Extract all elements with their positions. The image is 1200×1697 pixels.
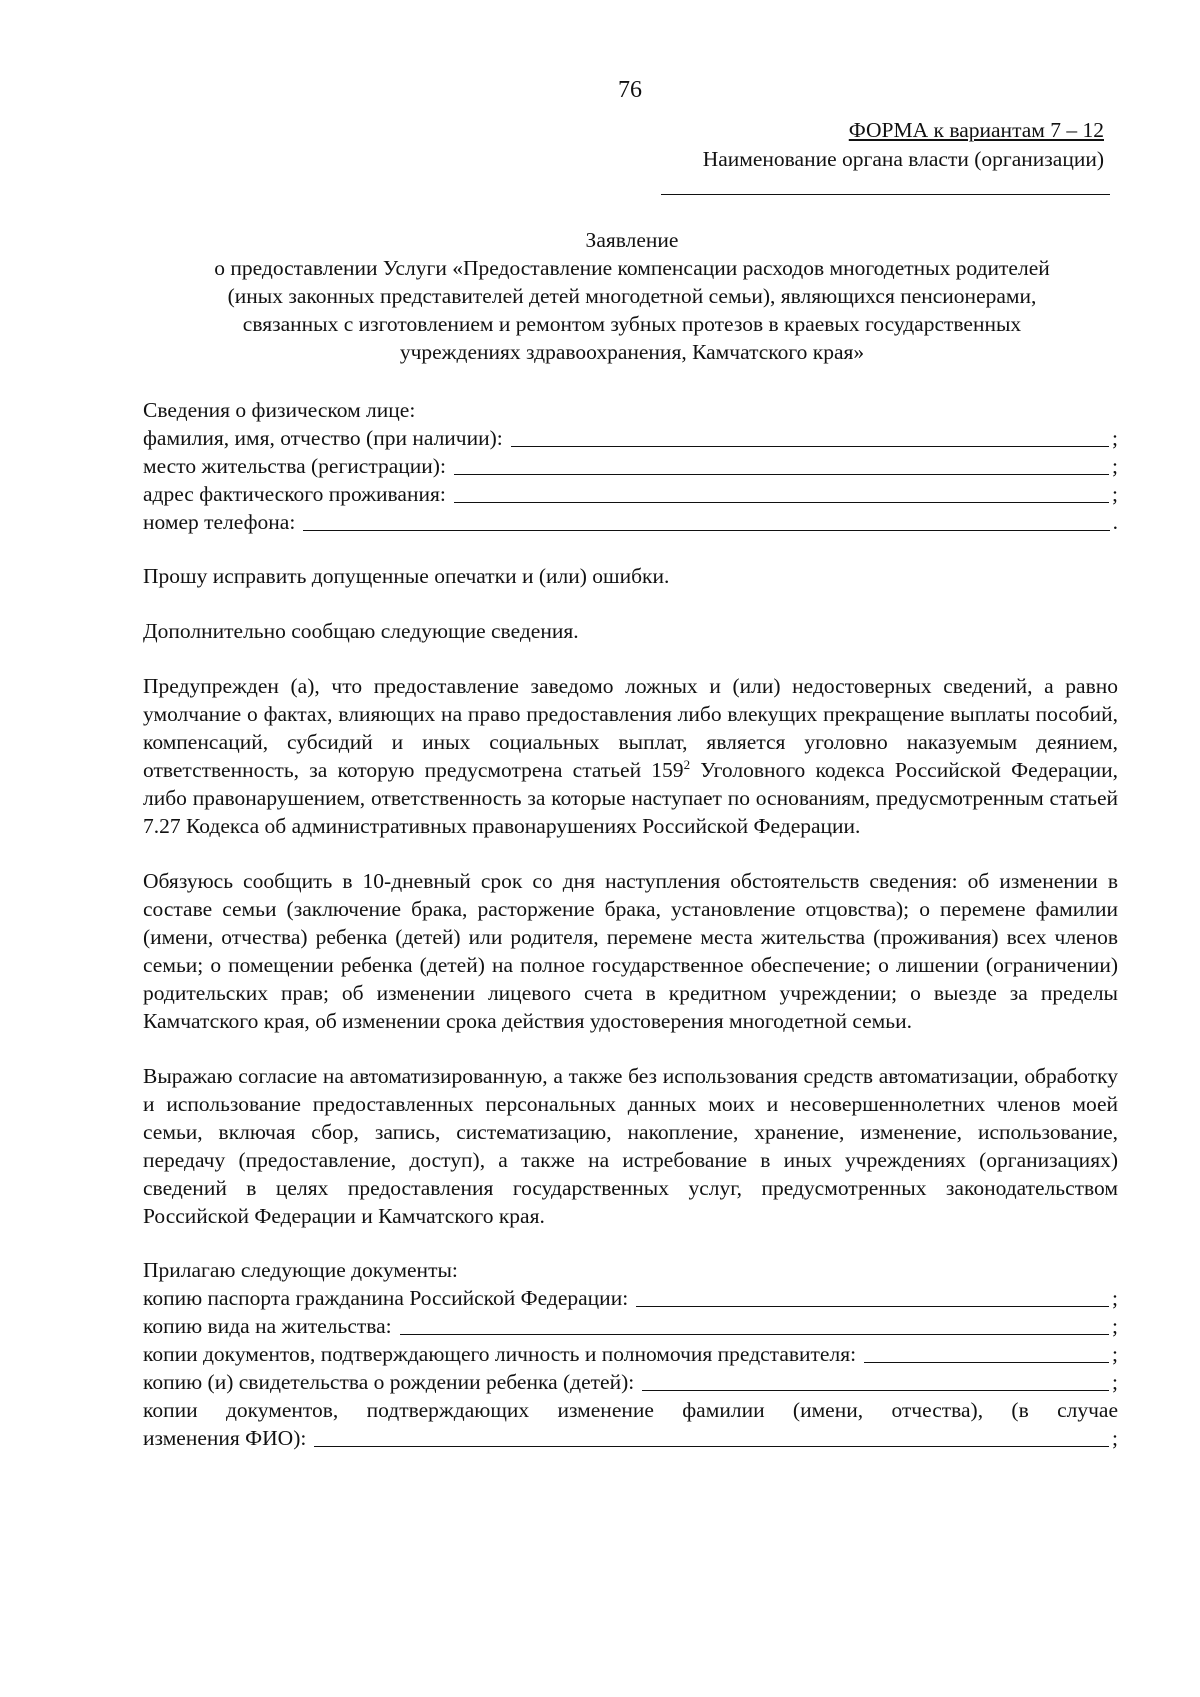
residence-blank[interactable]	[400, 1334, 1109, 1335]
title-line: (иных законных представителей детей многодетной семьи), являющихся пенсионерами,	[227, 284, 1037, 308]
title-heading: Заявление	[585, 228, 679, 252]
request-text: Прошу исправить допущенные опечатки и (или) ошибки.	[143, 564, 670, 588]
field-end: .	[1112, 510, 1118, 534]
field-end: ;	[1112, 1370, 1118, 1394]
document-title	[143, 226, 1121, 366]
field-end: ;	[1112, 454, 1118, 478]
registration-blank[interactable]	[454, 474, 1109, 475]
warning-paragraph	[143, 672, 1118, 840]
attachment-fio-change-text: копии документов, подтверждающих изменение фамилии (имени, отчества), (в случае	[143, 1398, 1118, 1422]
consent-paragraph: Выражаю согласие на автоматизированную, а также без использования средств автоматизации, обработку и использование предоставленных персональных данных моих и несовершеннолетних членов моей семьи, включая сбор, запись, систематизацию, накопление, хранение, изменение, использование, передачу (предоставление, доступ), а также на истребование в иных учреждениях (организациях) сведений в целях предоставления государственных услуг, предусмотренных законодательством Российской Федерации и Камчатского края.	[143, 1064, 1118, 1228]
field-end: ;	[1112, 1286, 1118, 1310]
field-label: копию (и) свидетельства о рождении ребенка (детей):	[143, 1370, 635, 1394]
field-label: изменения ФИО):	[143, 1426, 307, 1450]
title-line: учреждениях здравоохранения, Камчатского края»	[399, 340, 865, 364]
attachments-section-label: Прилагаю следующие документы:	[143, 1258, 458, 1282]
obligation-paragraph: Обязуюсь сообщить в 10-дневный срок со дня наступления обстоятельств сведения: об изменении в составе семьи (заключение брака, расторжение брака, установление отцовства); о перемене фамилии (имени, отчества) ребенка (детей) или родителя, перемене места жительства (проживания) всех членов семьи; о помещении ребенка (детей) на полное государственное обеспечение; о лишении (ограничении) родительских прав; об изменении лицевого счета в кредитном учреждении; о выезде за пределы Камчатского края, об изменении срока действия удостоверения многодетной семьи.	[143, 869, 1118, 1033]
attachment-fio-change	[143, 1424, 1118, 1452]
field-label: фамилия, имя, отчество (при наличии):	[143, 426, 503, 450]
title-line: о предоставлении Услуги «Предоставление компенсации расходов многодетных родителей	[214, 256, 1050, 280]
field-label: копию вида на жительства:	[143, 1314, 392, 1338]
fio-change-blank[interactable]	[314, 1446, 1109, 1447]
field-label: адрес фактического проживания:	[143, 482, 446, 506]
authority-name-blank[interactable]	[661, 194, 1110, 195]
attachment-passport	[143, 1284, 1118, 1312]
field-end: ;	[1112, 1342, 1118, 1366]
title-line: связанных с изготовлением и ремонтом зубных протезов в краевых государственных	[242, 312, 1022, 336]
person-section-label: Сведения о физическом лице:	[143, 398, 416, 422]
field-end: ;	[1112, 426, 1118, 450]
person-field-registration	[143, 452, 1118, 480]
form-variants-label: ФОРМА к вариантам 7 – 12	[848, 118, 1104, 142]
article-superscript: 2	[683, 757, 691, 772]
field-end: ;	[1112, 1426, 1118, 1450]
field-end: ;	[1112, 1314, 1118, 1338]
page-number: 76	[618, 77, 642, 103]
document-body	[143, 396, 1118, 1452]
field-label: номер телефона:	[143, 510, 296, 534]
attachment-residence	[143, 1312, 1118, 1340]
passport-blank[interactable]	[636, 1306, 1109, 1307]
person-field-fio	[143, 424, 1118, 452]
birth-certificate-blank[interactable]	[642, 1390, 1109, 1391]
fio-blank[interactable]	[511, 446, 1109, 447]
person-field-address	[143, 480, 1118, 508]
phone-blank[interactable]	[303, 530, 1109, 531]
warning-text: Предупрежден (а), что предоставление заведомо ложных и (или) недостоверных сведений, а равно умолчание о фактах, влияющих на право предоставления либо влекущих прекращение выплаты пособий, компенсаций, субсидий и иных социальных выплат, является уголовно наказуемым деянием, ответственность, за которую предусмотрена статьей 159	[143, 674, 1118, 782]
address-blank[interactable]	[454, 502, 1109, 503]
representative-blank[interactable]	[864, 1362, 1109, 1363]
authority-name-label: Наименование органа власти (организации)	[702, 147, 1104, 171]
field-label: копии документов, подтверждающего личность и полномочия представителя:	[143, 1342, 857, 1366]
attachment-birth-certificate	[143, 1368, 1118, 1396]
field-label: место жительства (регистрации):	[143, 454, 446, 478]
field-end: ;	[1112, 482, 1118, 506]
field-label: копию паспорта гражданина Российской Федерации:	[143, 1286, 629, 1310]
person-field-phone	[143, 508, 1118, 536]
warning-text-tail: Уголовного кодекса Российской Федерации, либо правонарушением, ответственность за которые наступает по основаниям, предусмотренным статьей 7.27 Кодекса об административных правонарушениях Российской Федерации.	[143, 758, 1118, 838]
additional-text: Дополнительно сообщаю следующие сведения.	[143, 619, 579, 643]
attachment-representative	[143, 1340, 1118, 1368]
